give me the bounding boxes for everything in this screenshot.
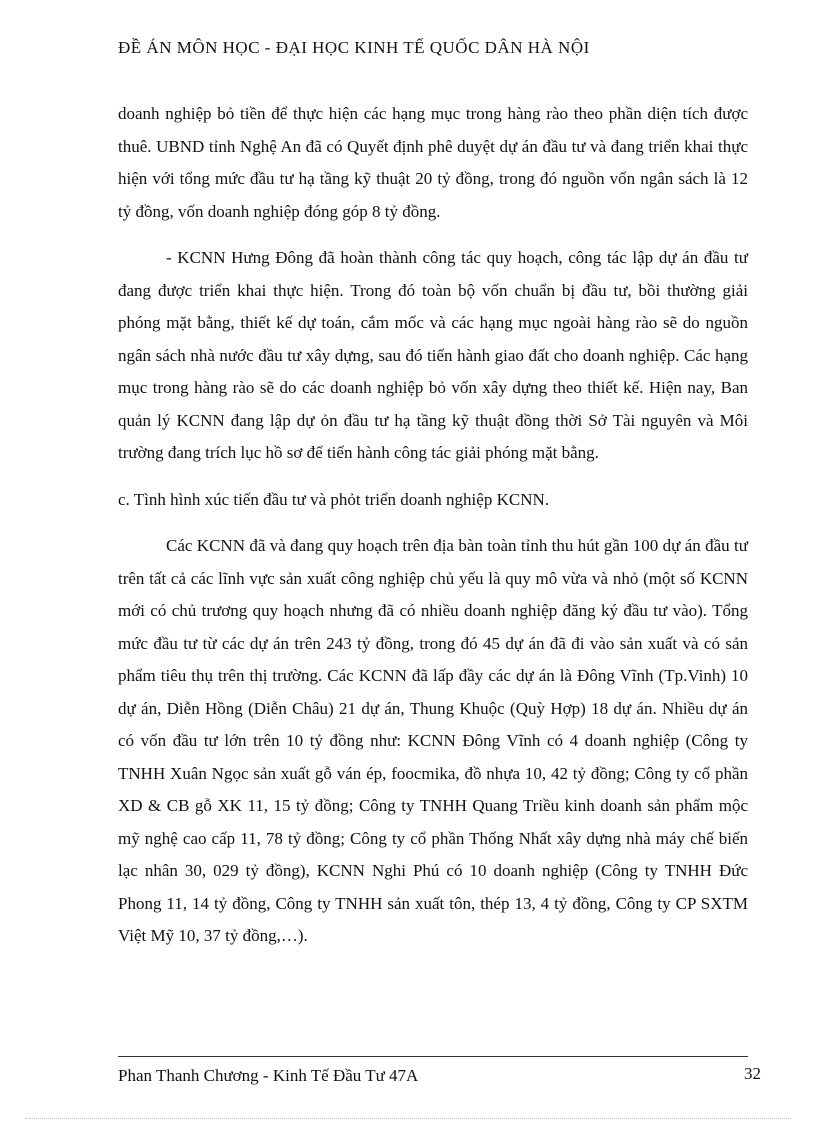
- paragraph-2: - KCNN Hưng Đông đã hoàn thành công tác quy hoạch, công tác lập dự án đầu tư đang được triển khai thực hiện. Trong đó toàn bộ vốn chuẩn bị đầu tư, bồi thường giải phóng mặt bằng, thiết kế dự toán, cắm mốc và các hạng mục ngoài hàng rào sẽ do nguồn ngân sách nhà nước đầu tư xây dựng, sau đó tiến hành giao đất cho doanh nghiệp. Các hạng mục trong hàng rào sẽ do các doanh nghiệp bỏ vốn xây dựng theo thiết kế. Hiện nay, Ban quản lý KCNN đang lập dự ỏn đầu tư hạ tầng kỹ thuật đồng thời Sở Tài nguyên và Môi trường đang trích lục hồ sơ để tiến hành công tác giải phóng mặt bằng.: [118, 248, 748, 462]
- footer-divider: [118, 1056, 748, 1057]
- paragraph-1: doanh nghiệp bỏ tiền để thực hiện các hạng mục trong hàng rào theo phần diện tích được thuê. UBND tỉnh Nghệ An đã có Quyết định phê duyệt dự án đầu tư và đang triển khai thực hiện với tổng mức đầu tư hạ tầng kỹ thuật 20 tỷ đồng, trong đó nguồn vốn ngân sách là 12 tỷ đồng, vốn doanh nghiệp đóng góp 8 tỷ đồng.: [118, 104, 748, 221]
- page-number: 32: [744, 1064, 761, 1083]
- footer-author: Phan Thanh Chương - Kinh Tế Đầu Tư 47A: [118, 1066, 419, 1085]
- section-heading: c. Tình hình xúc tiến đầu tư và phỏt triển doanh nghiệp KCNN.: [118, 489, 549, 509]
- paragraph-3: Các KCNN đã và đang quy hoạch trên địa bàn toàn tỉnh thu hút gần 100 dự án đầu tư trên tất cả các lĩnh vực sản xuất công nghiệp chủ yếu là quy mô vừa và nhỏ (một số KCNN mới có chủ trương quy hoạch nhưng đã có nhiều doanh nghiệp đăng ký đầu tư vào). Tổng mức đầu tư từ các dự án trên 243 tỷ đồng, trong đó 45 dự án đã đi vào sản xuất và có sản phẩm tiêu thụ trên thị trường. Các KCNN đã lấp đầy các dự án là Đông Vĩnh (Tp.Vinh) 10 dự án, Diễn Hồng (Diễn Châu) 21 dự án, Thung Khuộc (Quỳ Hợp) 18 dự án. Nhiều dự án có vốn đầu tư lớn trên 10 tỷ đồng như: KCNN Đông Vĩnh có 4 doanh nghiệp (Công ty TNHH Xuân Ngọc sản xuất gỗ ván ép, foocmika, đồ nhựa 10, 42 tỷ đồng; Công ty cổ phần XD & CB gỗ XK 11, 15 tỷ đồng; Công ty TNHH Quang Triều kinh doanh sản phẩm mộc mỹ nghệ cao cấp 11, 78 tỷ đồng; Công ty cổ phần Thống Nhất xây dựng nhà máy chế biến lạc nhân 30, 029 tỷ đồng), KCNN Nghi Phú có 10 doanh nghiệp (Công ty TNHH Đức Phong 11, 14 tỷ đồng, Công ty TNHH sản xuất tôn, thép 13, 4 tỷ đồng, Công ty CP SXTM Việt Mỹ 10, 37 tỷ đồng,…).: [118, 536, 748, 945]
- page-header: ĐỀ ÁN MÔN HỌC - ĐẠI HỌC KINH TẾ QUỐC DÂN HÀ NỘI: [118, 38, 590, 57]
- document-body: [118, 98, 748, 967]
- page-edge-dots: [25, 1118, 791, 1119]
